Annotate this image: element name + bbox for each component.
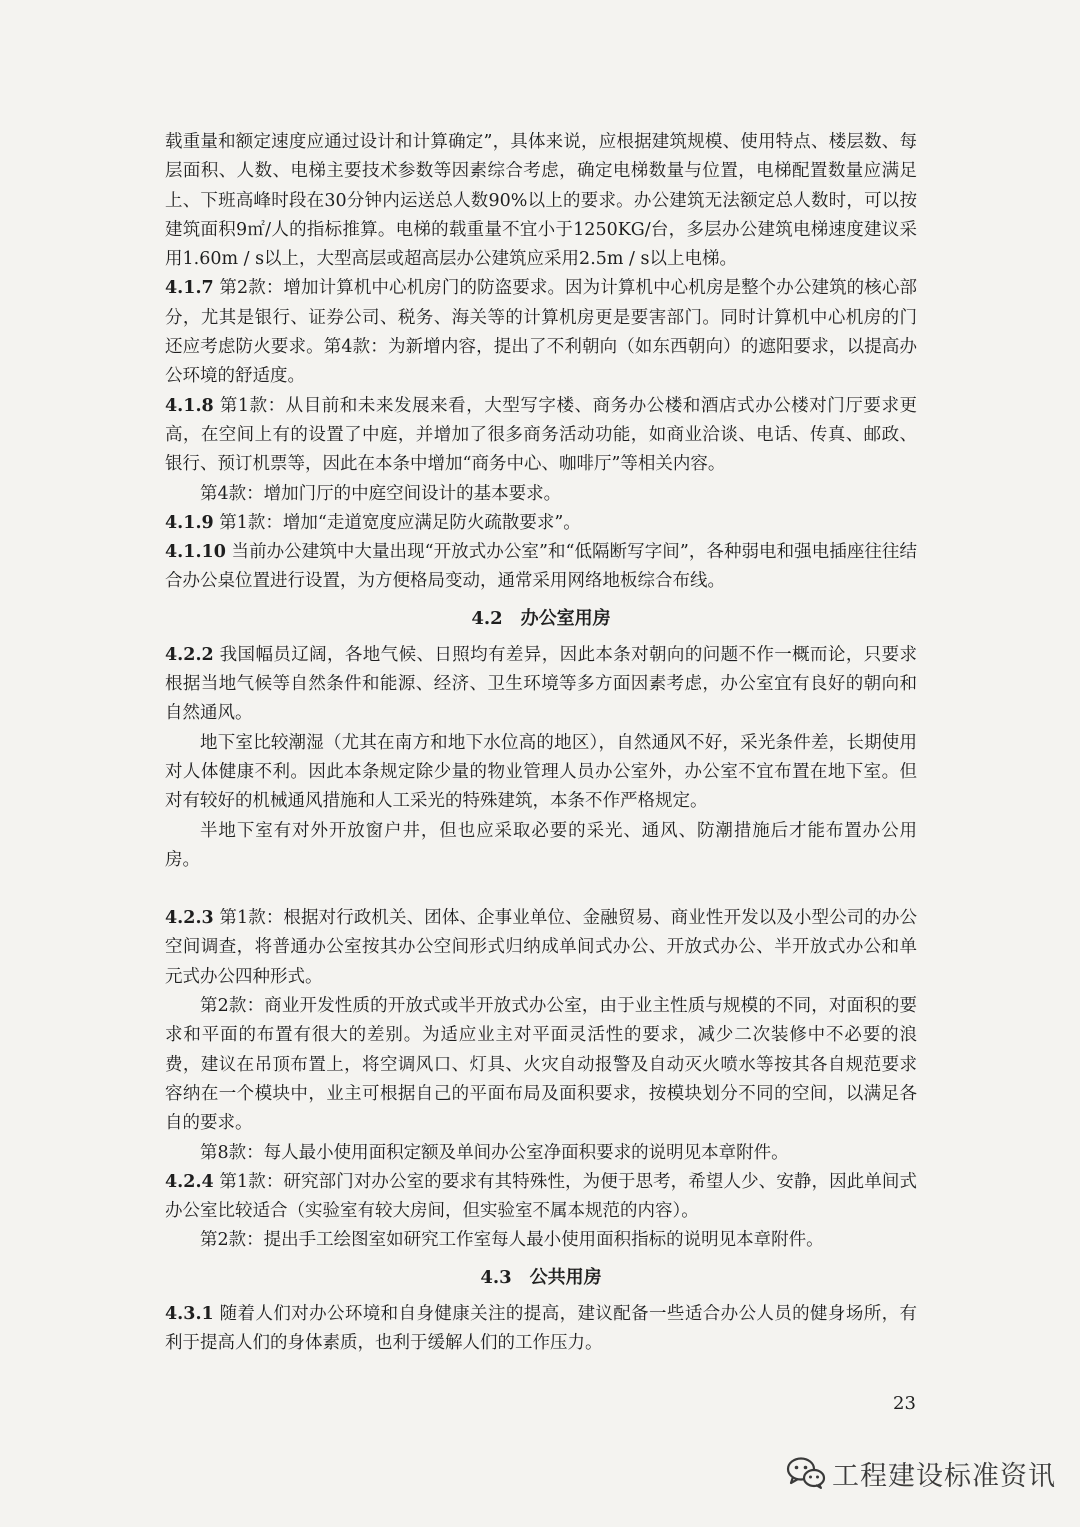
blank-line: [165, 875, 917, 904]
clause-text: 当前办公建筑中大量出现“开放式办公室”和“低隔断写字间”，各种弱电和强电插座往往结合办公桌位置进行设置，为方便格局变动，通常采用网络地板综合布线。: [165, 542, 917, 592]
document-body: [165, 128, 917, 1358]
paragraph-elevator: 载重量和额定速度应通过设计和计算确定”，具体来说，应根据建筑规模、使用特点、楼层数、每层面积、人数、电梯主要技术参数等因素综合考虑，确定电梯数量与位置，电梯配置数量应满足上、下班高峰时段在30分钟内运送总人数90%以上的要求。办公建筑无法额定总人数时，可以按建筑面积9㎡/人的指标推算。电梯的载重量不宜小于1250KG/台，多层办公建筑电梯速度建议采用1.60m / s以上，大型高层或超高层办公建筑应采用2.5m / s以上电梯。: [165, 132, 917, 270]
clause-4-2-2-para-3: 半地下室有对外开放窗户井，但也应采取必要的采光、通风、防潮措施后才能布置办公用房。: [165, 820, 917, 870]
clause-number: 4.2.4: [165, 1171, 214, 1192]
clause-text: 第2款：增加计算机中心机房门的防盗要求。因为计算机中心机房是整个办公建筑的核心部分，尤其是银行、证券公司、税务、海关等的计算机房更是要害部门。同时计算机中心机房的门还应考虑防火要求。第4款：为新增内容，提出了不利朝向（如东西朝向）的遮阳要求，以提高办公环境的舒适度。: [165, 278, 917, 387]
clause-number: 4.2.2: [165, 644, 214, 665]
clause-4-2-3: [165, 904, 917, 992]
section-heading-4-3: 4.3 公共用房: [480, 1266, 602, 1288]
clause-text: 随着人们对办公环境和自身健康关注的提高，建议配备一些适合办公人员的健身场所，有利于提高人们的身体素质，也利于缓解人们的工作压力。: [165, 1303, 917, 1353]
wechat-icon: [786, 1456, 826, 1490]
clause-number: 4.1.8: [165, 395, 214, 416]
clause-4-2-2: [165, 641, 917, 729]
clause-4-3-1: [165, 1300, 917, 1359]
clause-4-1-7: [165, 274, 917, 391]
clause-text: 第1款：研究部门对办公室的要求有其特殊性，为便于思考，希望人少、安静，因此单间式办公室比较适合（实验室有较大房间，但实验室不属本规范的内容）。: [165, 1171, 917, 1222]
clause-4-2-3-para-2: 第2款：商业开发性质的开放式或半开放式办公室，由于业主性质与规模的不同，对面积的要求和平面的布置有很大的差别。为适应业主对平面灵活性的要求，减少二次装修中不必要的浪费，建议在吊顶布置上，将空调风口、灯具、火灾自动报警及自动灭火喷水等按其各自规范要求容纳在一个模块中，业主可根据自己的平面布局及面积要求，按模块划分不同的空间，以满足各自的要求。: [165, 996, 917, 1134]
clause-4-2-3-para-3: 第8款：每人最小使用面积定额及单间办公室净面积要求的说明见本章附件。: [200, 1142, 789, 1163]
watermark-text: 工程建设标准资讯: [832, 1460, 1056, 1492]
clause-text: 第1款：从目前和未来发展来看，大型写字楼、商务办公楼和酒店式办公楼对门厅要求更高，在空间上有的设置了中庭，并增加了很多商务活动功能，如商业洽谈、电话、传真、邮政、银行、预订机票等，因此在本条中增加“商务中心、咖啡厅”等相关内容。: [165, 395, 917, 475]
watermark: [786, 1453, 1056, 1493]
section-heading-4-2: 4.2 办公室用房: [471, 607, 611, 629]
clause-4-2-2-para-2: 地下室比较潮湿（尤其在南方和地下水位高的地区），自然通风不好，采光条件差，长期使用对人体健康不利。因此本条规定除少量的物业管理人员办公室外，办公室不宜布置在地下室。但对有较好的机械通风措施和人工采光的特殊建筑，本条不作严格规定。: [165, 732, 917, 812]
clause-text: 我国幅员辽阔，各地气候、日照均有差异，因此本条对朝向的问题不作一概而论，只要求根据当地气候等自然条件和能源、经济、卫生环境等多方面因素考虑，办公室宜有良好的朝向和自然通风。: [165, 644, 917, 724]
clause-4-2-4: [165, 1168, 917, 1227]
clause-text: 第1款：根据对行政机关、团体、企事业单位、金融贸易、商业性开发以及小型公司的办公空间调查，将普通办公室按其办公空间形式归纳成单间式办公、开放式办公、半开放式办公和单元式办公四种形式。: [165, 908, 917, 987]
clause-4-1-10: [165, 538, 917, 597]
clause-text: 第1款：增加“走道宽度应满足防火疏散要求”。: [213, 512, 581, 533]
clause-number: 4.1.7: [165, 278, 214, 299]
clause-4-1-8: [165, 392, 917, 480]
clause-number: 4.1.10: [165, 542, 226, 563]
clause-4-1-9: [165, 509, 917, 538]
clause-4-1-8-item-4: 第4款：增加门厅的中庭空间设计的基本要求。: [200, 483, 562, 504]
page-number: 23: [893, 1393, 916, 1414]
clause-4-2-4-para-2: 第2款：提出手工绘图室如研究工作室每人最小使用面积指标的说明见本章附件。: [200, 1230, 824, 1251]
clause-number: 4.2.3: [165, 908, 214, 929]
clause-number: 4.3.1: [165, 1303, 214, 1324]
clause-number: 4.1.9: [165, 512, 214, 533]
